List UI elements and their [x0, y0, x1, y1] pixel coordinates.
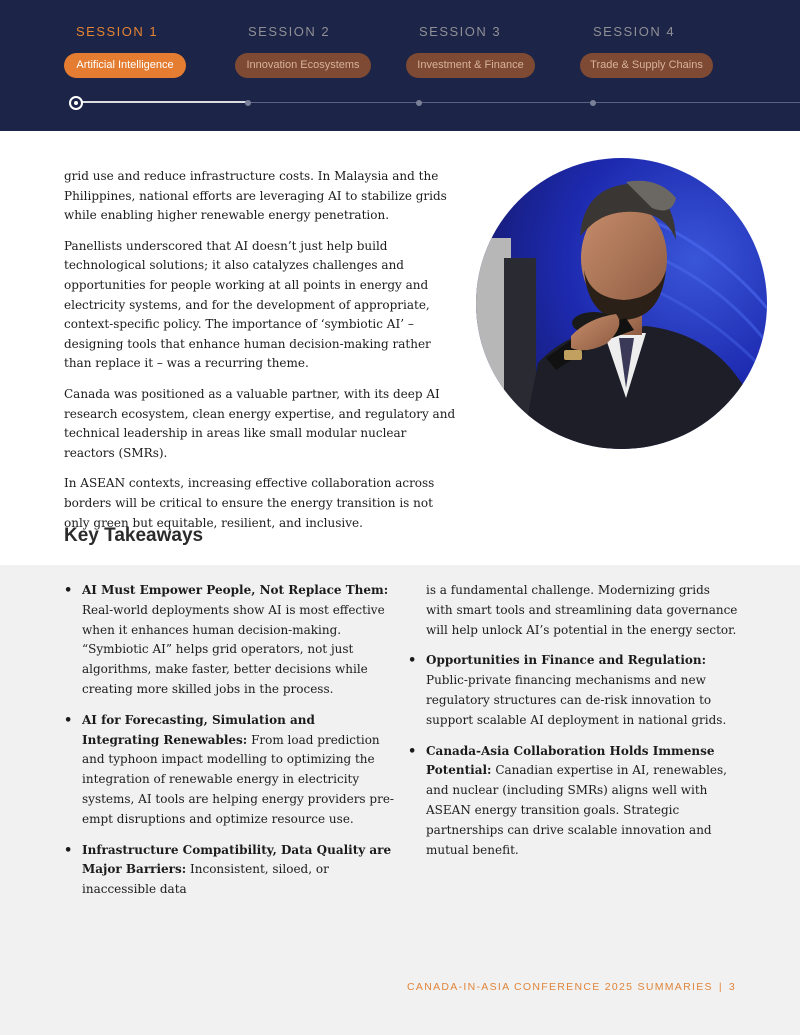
body-paragraph: Canada was positioned as a valuable partner, with its deep AI research ecosystem, clean energy expertise, and regulatory and technical leadership in areas like small modular nuclear reactors (SMRs). [64, 386, 456, 460]
takeaway-text: Inconsistent, siloed, or inaccessible data [82, 862, 329, 897]
speaker-photo-icon [476, 158, 767, 449]
takeaway-title: Opportunities in Finance and Regulation: [426, 653, 707, 668]
list-item [64, 711, 396, 830]
current-session-marker [69, 96, 83, 110]
takeaways-left-column [64, 581, 396, 911]
session-1-label: SESSION 1 [76, 24, 159, 39]
session-4-label: SESSION 4 [593, 24, 676, 39]
takeaway-title: AI for Forecasting, Simulation and Integrating Renewables: [82, 712, 315, 747]
takeaway-text: Public-private financing mechanisms and new regulatory structures can de-risk innovation to support scalable AI deployment in national grids. [426, 673, 727, 727]
body-paragraph: In ASEAN contexts, increasing effective collaboration across borders will be critical to ensure the energy transition is not only green but equitable, resilient, and inclusive. [64, 476, 435, 530]
session-2-node [245, 100, 251, 106]
session-4-node [590, 100, 596, 106]
list-item [408, 651, 740, 730]
page-footer [407, 981, 736, 993]
session-3-pill[interactable]: Investment & Finance [406, 53, 535, 78]
footer-separator: | [718, 981, 723, 993]
takeaways-right-column [408, 581, 740, 871]
list-item [64, 581, 396, 700]
takeaway-text: From load prediction and typhoon impact modelling to optimizing the integration of renewable energy in electricity systems, AI tools are helping energy providers pre-empt disruptions and optimize resource use. [82, 732, 394, 826]
body-paragraph: Panellists underscored that AI doesn’t just help build technological solutions; it also catalyzes challenges and opportunities for people working at all points in energy and electricity systems, and for the development of appropriate, context-specific policy. The importance of ‘symbiotic AI’ – designing tools that enhance human decision-making rather than replace it – was a recurring theme. [64, 238, 431, 371]
takeaway-text: Real-world deployments show AI is most effective when it enhances human decision-making. “Symbiotic AI” helps grid operators, not just algorithms, make faster, better decisions while creating more skilled jobs in the process. [82, 602, 385, 696]
session-3-node [416, 100, 422, 106]
session-3-label: SESSION 3 [419, 24, 502, 39]
page-number: 3 [728, 981, 736, 993]
progress-track-fill [76, 101, 248, 103]
list-item [408, 742, 740, 861]
takeaway-continuation: is a fundamental challenge. Modernizing grids with smart tools and streamlining data governance will help unlock AI’s potential in the energy sector. [426, 583, 738, 637]
takeaway-title: Infrastructure Compatibility, Data Quality are Major Barriers: [82, 842, 392, 877]
session-2-label: SESSION 2 [248, 24, 331, 39]
takeaway-title: Canada-Asia Collaboration Holds Immense Potential: [426, 743, 715, 778]
key-takeaways-heading: Key Takeaways [64, 525, 204, 546]
session-4-pill[interactable]: Trade & Supply Chains [580, 53, 713, 78]
takeaway-text: Canadian expertise in AI, renewables, and nuclear (including SMRs) aligns well with ASEAN energy transition goals. Strategic partnerships can drive scalable innovation and mutual benefit. [426, 763, 727, 857]
list-item [64, 841, 396, 900]
session-header [0, 0, 800, 131]
article-body [64, 167, 459, 544]
takeaway-title: AI Must Empower People, Not Replace Them: [82, 583, 389, 597]
session-2-pill[interactable]: Innovation Ecosystems [235, 53, 371, 78]
body-paragraph: grid use and reduce infrastructure costs. In Malaysia and the Philippines, national efforts are leveraging AI to stabilize grids while enabling higher renewable energy penetration. [64, 169, 447, 223]
session-1-pill[interactable]: Artificial Intelligence [64, 53, 186, 78]
footer-title: CANADA-IN-ASIA CONFERENCE 2025 SUMMARIES [407, 981, 713, 993]
